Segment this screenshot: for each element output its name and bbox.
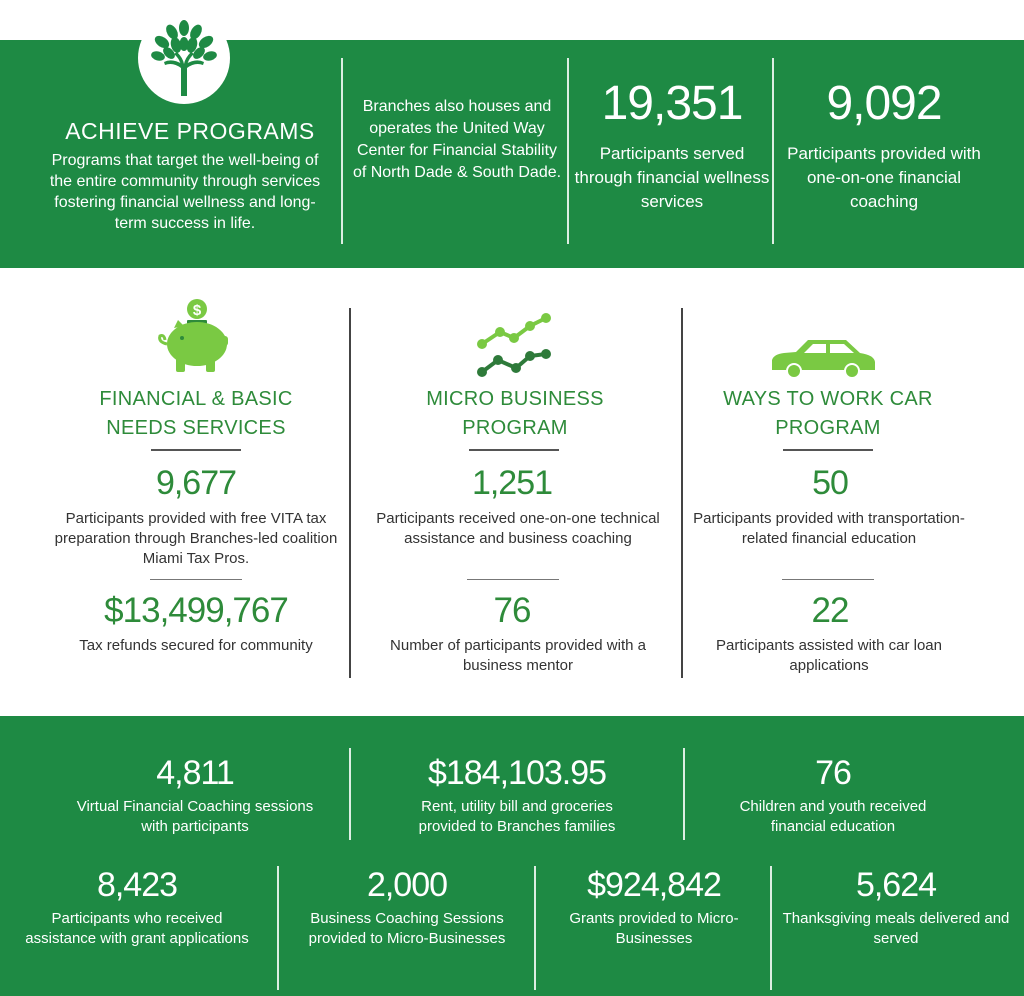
tree-icon — [148, 18, 220, 98]
divider — [567, 58, 569, 244]
summary-stat-label: Virtual Financial Coaching sessions with participants — [76, 798, 314, 835]
achieve-programs-description: Programs that target the well-being of the entire community through services fostering financial wellness and long-term success in life. — [49, 152, 321, 232]
program-title-micro-business: MICRO BUSINESS PROGRAM — [426, 388, 604, 439]
program-stat-label: Tax refunds secured for community — [79, 637, 313, 654]
program-stat-label: Participants provided with transportation-related financial education — [693, 510, 965, 547]
summary-stat-value: 8,423 — [96, 866, 178, 904]
achieve-programs-banner — [0, 40, 1024, 268]
divider — [341, 58, 343, 244]
title-underline — [469, 449, 559, 451]
stat-label: Participants served through financial wellness services — [574, 144, 770, 211]
divider — [349, 748, 351, 840]
summary-stat-label: Thanksgiving meals delivered and served — [782, 910, 1010, 947]
car-icon — [768, 336, 878, 380]
title-underline — [783, 449, 873, 451]
summary-stat-value: 4,811 — [156, 754, 234, 792]
summary-stat-value: 2,000 — [366, 866, 448, 904]
summary-stat-value: 5,624 — [855, 866, 937, 904]
stat-value: 19,351 — [601, 77, 743, 130]
program-stat-label: Participants assisted with car loan applications — [716, 637, 942, 674]
summary-stat-label: Rent, utility bill and groceries provided to Branches families — [418, 798, 616, 835]
summary-stat-value: $184,103.95 — [427, 754, 607, 792]
stat-label: Participants provided with one-on-one financial coaching — [787, 144, 981, 211]
piggy-bank-icon — [154, 298, 234, 376]
line-chart-icon — [474, 310, 554, 378]
program-stat-value: 1,251 — [471, 464, 553, 502]
divider — [681, 308, 683, 678]
divider — [277, 866, 279, 990]
program-stat-value: 50 — [812, 464, 848, 502]
program-title-financial: FINANCIAL & BASIC NEEDS SERVICES — [99, 388, 293, 439]
title-underline — [151, 449, 241, 451]
summary-stat-label: Participants who received assistance with grant applications — [25, 910, 249, 947]
stat-divider — [782, 579, 874, 580]
program-title-car: WAYS TO WORK CAR PROGRAM — [723, 388, 933, 439]
stat-value: 9,092 — [826, 77, 942, 130]
program-stat-value: 9,677 — [155, 464, 237, 502]
program-stat-value: 22 — [811, 591, 849, 630]
summary-stat-label: Children and youth received financial education — [739, 798, 927, 835]
stat-divider — [467, 579, 559, 580]
divider — [349, 308, 351, 678]
program-stat-label: Number of participants provided with a business mentor — [390, 637, 646, 674]
program-stat-label: Participants provided with free VITA tax preparation through Branches-led coalition Miami Tax Pros. — [54, 510, 338, 567]
divider — [683, 748, 685, 840]
svg-text:$: $ — [192, 302, 202, 319]
branches-center-text: Branches also houses and operates the United Way Center for Financial Stability of North Dade & South Dade. — [352, 98, 562, 181]
summary-stat-label: Grants provided to Micro-Businesses — [569, 910, 739, 947]
summary-stats-banner — [0, 716, 1024, 996]
program-stat-label: Participants received one-on-one technical assistance and business coaching — [376, 510, 660, 547]
program-stat-value: 76 — [493, 591, 531, 630]
stat-divider — [150, 579, 242, 580]
divider — [772, 58, 774, 244]
summary-stat-label: Business Coaching Sessions provided to Micro-Businesses — [308, 910, 506, 947]
program-stat-value: $13,499,767 — [104, 591, 288, 630]
logo-badge — [138, 12, 230, 104]
divider — [770, 866, 772, 990]
achieve-programs-title: ACHIEVE PROGRAMS — [65, 118, 315, 144]
summary-stat-value: 76 — [815, 754, 851, 792]
summary-stat-value: $924,842 — [587, 866, 721, 904]
